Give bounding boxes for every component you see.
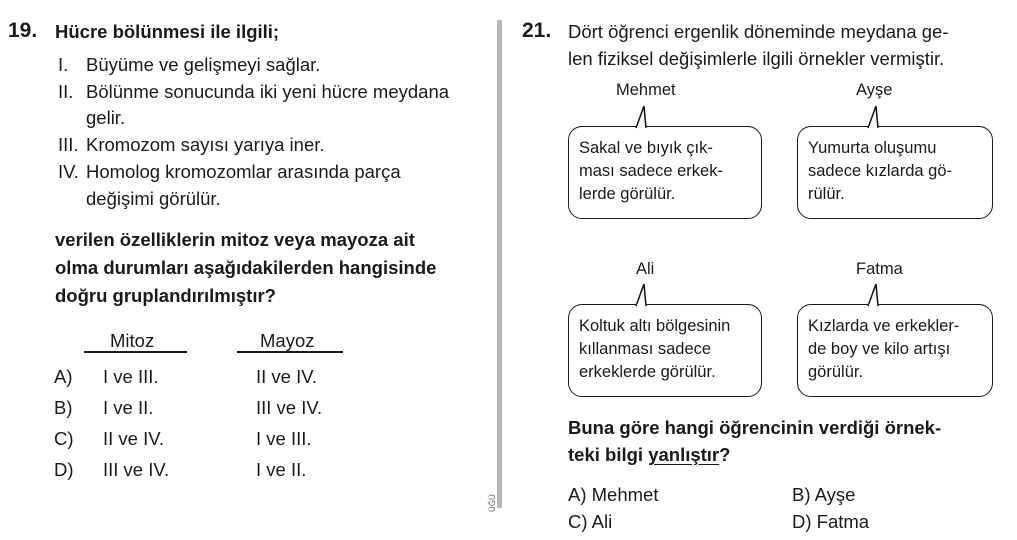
question-line: verilen özelliklerin mitoz veya mayoza ait <box>55 229 415 250</box>
bubble-line: görülür. <box>808 363 864 381</box>
speech-bubble-ali <box>568 304 762 397</box>
student-name-ali: Ali <box>636 260 655 278</box>
header-underline <box>237 351 343 353</box>
bubble-tail-icon <box>866 282 892 307</box>
question-line: doğru gruplandırılmıştır? <box>55 285 276 306</box>
bubble-line: Yumurta oluşumu <box>808 139 937 157</box>
bubble-line: kıllanması sadece <box>579 340 712 358</box>
stem-line: Dört öğrenci ergenlik döneminde meydana ge- <box>568 21 949 42</box>
stem-line: len fiziksel değişimlerle ilgili örnekler vermiştir. <box>568 48 945 69</box>
header-underline <box>84 351 187 353</box>
header-mitoz: Mitoz <box>110 330 155 351</box>
speech-bubble-mehmet <box>568 126 762 219</box>
roman-numeral: IV. <box>58 161 79 182</box>
option-letter: D) <box>54 459 74 480</box>
roman-numeral: II. <box>58 81 74 102</box>
option-b[interactable]: B) Ayşe <box>792 484 856 505</box>
sidebar-mark: ÜĞÜ <box>488 494 497 512</box>
statement-continuation: gelir. <box>86 107 126 128</box>
statement-continuation: değişimi görülür. <box>86 188 221 209</box>
bubble-tail-icon <box>866 104 892 129</box>
bubble-line: rülür. <box>808 185 845 203</box>
bubble-line: Sakal ve bıyık çık- <box>579 139 713 157</box>
option-mitoz: I ve III. <box>103 366 159 387</box>
statement-text: Büyüme ve gelişmeyi sağlar. <box>86 54 321 75</box>
option-mayoz: I ve III. <box>256 428 312 449</box>
bubble-line: ması sadece erkek- <box>579 162 723 180</box>
option-mitoz: I ve II. <box>103 397 154 418</box>
statement-text: Homolog kromozomlar arasında parça <box>86 161 401 182</box>
statement-text: Bölünme sonucunda iki yeni hücre meydana <box>86 81 450 102</box>
bubble-line: sadece kızlarda gö- <box>808 162 952 180</box>
option-a[interactable]: A) Mehmet <box>568 484 659 505</box>
question-line: olma durumları aşağıdakilerden hangisinde <box>55 257 437 278</box>
option-mitoz: II ve IV. <box>103 428 165 449</box>
option-mayoz: I ve II. <box>256 459 307 480</box>
bubble-line: erkeklerde görülür. <box>579 363 716 381</box>
header-mayoz: Mayoz <box>260 330 315 351</box>
question-line <box>568 441 730 469</box>
option-letter: C) <box>54 428 74 449</box>
student-name-fatma: Fatma <box>856 260 903 278</box>
speech-bubble-fatma <box>797 304 993 397</box>
emphasis-underlined: yanlıştır <box>648 444 720 465</box>
question-mark: ? <box>719 444 731 465</box>
option-letter: B) <box>54 397 73 418</box>
bubble-line: lerde görülür. <box>579 185 676 203</box>
bubble-line: Kızlarda ve erkekler- <box>808 317 960 335</box>
roman-numeral: III. <box>58 134 79 155</box>
speech-bubble-ayse <box>797 126 993 219</box>
bubble-tail-icon <box>634 282 660 307</box>
student-name-ayse: Ayşe <box>856 81 893 99</box>
bubble-tail-icon <box>634 104 660 129</box>
question-text: teki bilgi <box>568 444 649 465</box>
statement-text: Kromozom sayısı yarıya iner. <box>86 134 325 155</box>
roman-numeral: I. <box>58 54 69 75</box>
question-stem: Hücre bölünmesi ile ilgili; <box>55 21 280 42</box>
question-line: Buna göre hangi öğrencinin verdiği örnek- <box>568 417 942 438</box>
option-letter: A) <box>54 366 73 387</box>
question-number: 19. <box>8 19 38 42</box>
question-number: 21. <box>522 19 552 42</box>
bubble-line: Koltuk altı bölgesinin <box>579 317 731 335</box>
column-divider <box>497 20 502 508</box>
bubble-line: de boy ve kilo artışı <box>808 340 951 358</box>
option-mayoz: III ve IV. <box>256 397 323 418</box>
option-c[interactable]: C) Ali <box>568 511 613 532</box>
student-name-mehmet: Mehmet <box>616 81 676 99</box>
option-mayoz: II ve IV. <box>256 366 318 387</box>
option-d[interactable]: D) Fatma <box>792 511 870 532</box>
option-mitoz: III ve IV. <box>103 459 170 480</box>
